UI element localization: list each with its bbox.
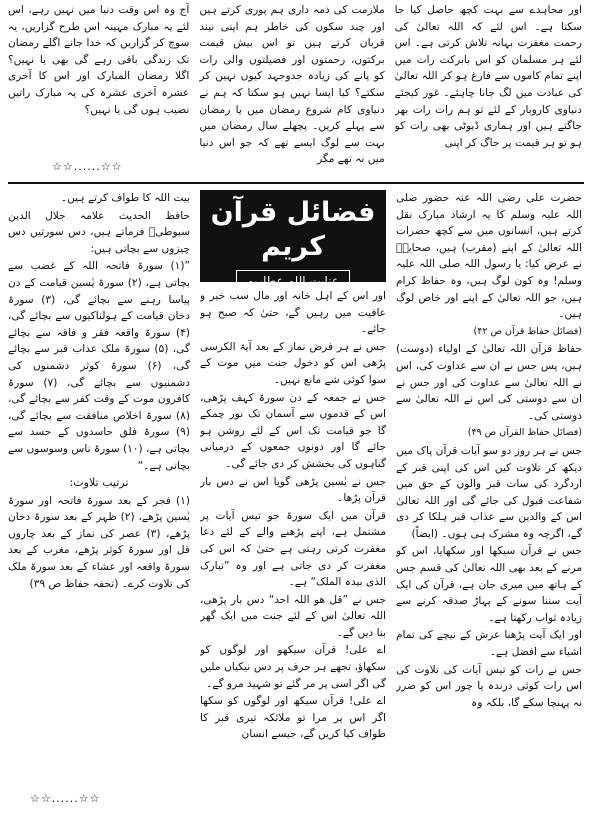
top-column-right: [395, 2, 582, 180]
article-paragraph: حافظ الحدیث علامہ جلال الدین سیوطیؒ فرماتے ہیں، دس سورتیں دس چیزوں سے بچاتی ہیں:: [8, 209, 190, 255]
top-column-right-paragraph: اور مجاہدے سے بہت کچھ حاصل کیا جا سکتا ہے۔ اس لئے کہ اللہ تعالیٰ کی رحمت مغفرت بہانہ تلاش کرتی ہے۔ اس لئے ہر مسلمان کو اس بابرکت رات میں اپنے تمام کاموں سے فارغ ہو کر اللہ تعالیٰ کی عبادت میں لگ جانا چاہئے۔ غور کیجئے دنیاوی کاروبار کے لئے تو ہم رات رات بھر جاگتے ہیں اور ہماری ڈیوٹی بھی رات کو ہو تو ہر قیمت پر جاگ کر اپنی: [394, 4, 582, 149]
article-paragraph: قرآن میں ایک سورۃ جو تیس آیات پر مشتمل ہے، اپنے پڑھنے والے کے لئے دعا مغفرت کرتی رہتی ہے حتیٰ کہ اس کی مغفرت کر دی جاتی ہے اور وہ ”تبارک الذی بیدہ الملک“ ہے۔: [200, 509, 386, 589]
top-section-end-stars: ☆☆......☆☆: [52, 160, 123, 173]
article-end-stars: ☆☆......☆☆: [30, 792, 101, 805]
article-paragraph: اور ایک آیت پڑھنا عرش کے نیچے کی تمام اشیاء سے افضل ہے۔: [396, 629, 582, 659]
article-paragraph: جس نے قرآن سیکھا اور سکھایا، اس کو مرنے کے بعد بھی اللہ تعالیٰ کی قسم جس کے ہاتھ میں میری جان ہے، قرآن کی ایک آیت سننا سونے کے پہاڑ صدقہ کرنے سے زیادہ ثواب رکھتا ہے۔: [396, 545, 582, 624]
article-subheading: ترتیب تلاوت:: [69, 476, 129, 490]
article-paragraph: جس نے ”قل ھو اللہ احد“ دس بار پڑھی، اللہ تعالیٰ اس کے لئے جنت میں ایک گھر بنا دیں گے۔: [200, 593, 386, 639]
article-paragraph: جس نے رات کو تیس آیات کی تلاوت کی اس رات کوئی درندہ یا چور اس کو ضرر نہ پہنچا سکے گا، بلکہ وہ: [396, 663, 582, 709]
article-paragraph: حضرت علی رضی اللہ عنہ حضور صلی اللہ علیہ وسلم کا یہ ارشاد مبارک نقل کرتے ہیں، انسانوں میں سے کچھ حضرات اللہ تعالیٰ کے اپنے (مقرب) ہیں، صحابہؓ نے عرض کیا: یا رسول اللہ صلی اللہ علیہ وسلم! وہ کون لوگ ہیں، وہ حفاظ کرام ہیں، جو اللہ تعالیٰ کے اپنے اور خاص لوگ ہیں۔: [396, 192, 582, 321]
article-paragraph: اے علی! قرآن سیکھو اور لوگوں کو سکھاؤ، تجھے ہر حرف پر دس نیکیاں ملیں گی اگر اسی پر مر گئے تو شہید مرو گے۔: [200, 644, 386, 690]
article-title-box: [200, 190, 386, 288]
top-column-middle-paragraph: ملازمت کی ذمہ داری ہم پوری کرتے ہیں اور چند سکوں کی خاطر ہم اپنی نیند قربان کرتے ہیں تو اس بیش قیمت برکتوں، رحمتوں اور فضیلتوں والی رات کو پانے کی زیادہ جدوجہد کیوں نہیں کر سکتے؟ کیا ایسا نہیں ہو سکتا کہ ہم نے دنیاوی کام شروع رمضان میں یا رمضان سے پہلے کریں۔ پچھلے سال رمضان میں بہت سے لوگ ایسے تھے کہ جو اس دنیا میں نہ تھے مگر: [199, 4, 385, 166]
article-title: فضائل قرآن کریم: [210, 197, 376, 262]
article-paragraph: بیت اللہ کا طواف کرتے ہیں۔: [60, 192, 190, 204]
article-paragraph: جس نے جمعہ کے دن سورۃ کہف پڑھی، اس کے قدموں سے آسمان تک نور چمکے گا جو قیامت تک اس کے لئے روشن ہو جائے گا اور دونوں جمعوں کے درمیانی گناہوں کی بخشش کر دی جائے گی۔: [200, 391, 386, 470]
article-reference: (فضائل حفاظ القرآن ص ۴۹): [467, 427, 582, 439]
section-divider: [8, 182, 584, 184]
article-paragraph: اور اس کے اہل خانہ اور مال سب خیر و عافیت میں رہیں گے، حتیٰ کہ صبح ہو جائے۔: [200, 290, 386, 336]
top-column-left-paragraph: آج وہ اس وقت دنیا میں نہیں رہے، اس لئے یہ مبارک مہینہ اس طرح گزاریں، یہ سوچ کر گزاریں کہ خدا جانے اگلے رمضان تک زندگی باقی رہے گی بھی یا نہیں؟ اگلا رمضان المبارک اور اس کا آخری عشرہ آخری عشرہ کی یہ مبارک راتیں نصیب ہوں گی یا نہیں؟: [8, 4, 190, 116]
article-column-left: [8, 190, 190, 810]
article-paragraph: جس نے ہر فرض نماز کے بعد آیۃ الکرسی پڑھی اس کو دخول جنت میں موت کے سوا کوئی شے مانع نہیں۔: [200, 340, 386, 386]
article-section: [8, 190, 582, 810]
top-column-middle: [199, 2, 384, 180]
top-section: [8, 2, 582, 180]
article-reference: (فضائل حفاظ قرآن ص ۴۲): [473, 325, 582, 337]
article-quote: ”(۱) سورۃ فاتحہ اللہ کے غضب سے بچاتی ہے، (۲) سورۃ یٰسین قیامت کے دن پیاسا رہنے سے بچائے گی، (۳) سورۃ دخان قیامت کے ہولناکیوں سے بچائے گی، (۴) سورۃ واقعہ فقر و فاقہ سے بچائے گی، (۵) سورۃ ملک عذاب قبر سے بچائے گی، (۶) سورۃ کوثر دشمنوں کی دشمنیوں سے بچائے گی، (۷) سورۃ کافرون موت کے وقت کفر سے بچائے گی، (۸) سورۃ اخلاص منافقت سے بچائے گی، (۹) سورۃ فلق حاسدوں کے حسد سے بچاتی ہے، (۱۰) سورۃ ناس وسوسوں سے بچاتی ہے۔“: [8, 260, 190, 472]
article-paragraph: اے علی! قرآن سیکھ اور لوگوں کو سکھا اگر اس پر مرا تو ملائکہ تیری قبر کا طواف کیا کریں گے، جیسے انسان: [200, 695, 386, 741]
article-paragraph: حفاظ قرآن اللہ تعالیٰ کے اولیاء (دوست) ہیں، پس جس نے ان سے عداوت کی، اس نے اللہ تعالیٰ سے عداوت کی اور جس نے ان سے دوستی کی اس نے اللہ تعالیٰ سے دوستی کی۔: [396, 343, 582, 422]
article-paragraph: جس نے یٰسین پڑھی گویا اس نے دس بار قرآن پڑھا۔: [200, 475, 386, 505]
article-column-middle: [200, 190, 386, 810]
article-column-right: [396, 190, 582, 810]
article-author-byline: عنایت اللہ عطاریہ: [236, 270, 350, 292]
top-column-left: [8, 2, 189, 180]
article-paragraph: (۱) فجر کے بعد سورۃ فاتحہ اور سورۃ یٰسین پڑھے، (۲) ظہر کے بعد سورۃ دخان پڑھے، (۳) عصر کی نماز کے بعد چاروں قل اور سورۃ کوثر پڑھے، مغرب کے بعد سورۃ واقعہ اور عشاء کے بعد سورۃ ملک کی تلاوت کرے۔ (تحفہ حفاظ ص ۳۹): [8, 494, 190, 590]
article-paragraph: جس نے ہر روز دو سو آیات قرآن پاک میں دیکھ کر تلاوت کیں اس کی اپنی قبر کے اردگرد کی سات قبر والوں کے حق میں شفاعت قبول کی جائے گی اور اللہ تعالیٰ اس کے والدین سے عذاب قبر ہلکا کر دی گے، اگرچہ وہ مشرک ہی ہوں۔ (ایضاً): [396, 444, 582, 540]
